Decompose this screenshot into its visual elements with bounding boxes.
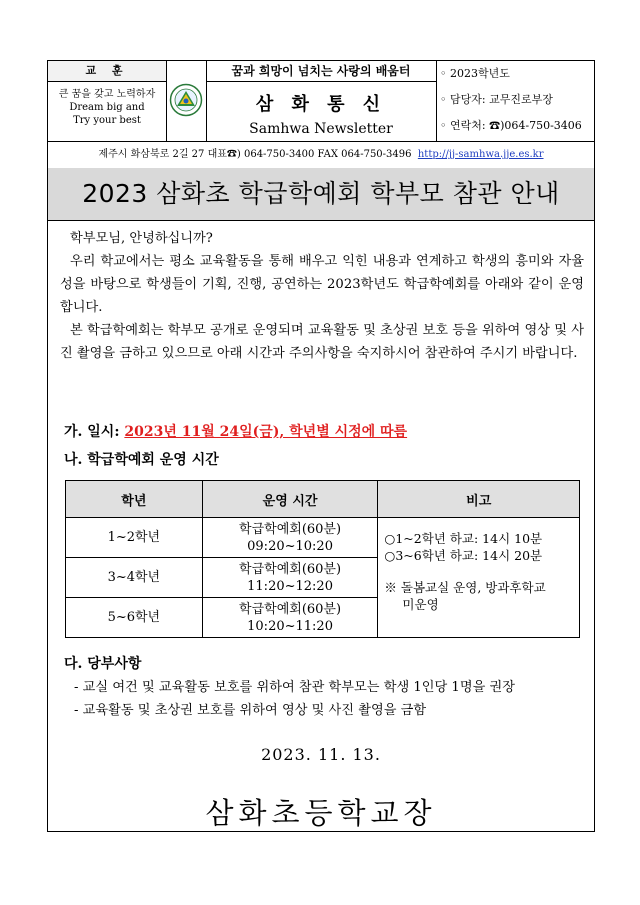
letter-body xyxy=(60,227,584,365)
issue-date: 2023. 11. 13. xyxy=(261,745,381,764)
header xyxy=(48,61,594,141)
event-label: 학급학예회(60분) xyxy=(239,601,342,617)
notice-list xyxy=(74,676,515,722)
address-text: 제주시 화삼북로 2길 27 대표☎) 064-750-3400 FAX 064-750-3496 xyxy=(98,149,412,160)
time-range: 09:20~10:20 xyxy=(247,538,333,554)
table-header-row xyxy=(66,481,580,518)
paragraph-2: 본 학급학예회는 학부모 공개로 운영되며 교육활동 및 초상권 보호 등을 위하여 영상 및 사진 촬영을 금하고 있으므로 아래 시간과 주의사항을 숙지하시어 참관하여 주시기 바랍니다. xyxy=(60,323,584,361)
schedule-table xyxy=(65,480,580,638)
motto-line-1: 큰 꿈을 갖고 노력하자 xyxy=(58,89,156,100)
time-range: 10:20~11:20 xyxy=(247,618,333,634)
motto-title: 교 훈 xyxy=(48,61,166,82)
info-cell xyxy=(436,61,594,141)
time-range: 11:20~12:20 xyxy=(247,578,333,594)
section-date xyxy=(64,421,407,441)
time-cell xyxy=(202,598,378,638)
time-cell xyxy=(202,518,378,558)
note-line-4: 미운영 xyxy=(402,597,439,612)
section-schedule-title: 나. 학급학예회 운영 시간 xyxy=(64,452,219,468)
school-emblem-icon xyxy=(169,82,203,118)
header-note: 비고 xyxy=(378,481,580,518)
school-url-link[interactable]: http://jj-samhwa.jje.es.kr xyxy=(417,149,544,160)
notice-item-2: - 교육활동 및 초상권 보호를 위하여 영상 및 사진 촬영을 금함 xyxy=(74,703,427,718)
motto-cell xyxy=(48,61,167,141)
motto-line-2: Dream big and xyxy=(69,102,145,113)
section-date-value: 2023년 11월 24일(금), 학년별 시정에 따름 xyxy=(124,424,408,440)
event-label: 학급학예회(60분) xyxy=(239,521,342,537)
info-contact-person: ◦ 담당자: 교무진로부장 xyxy=(440,93,553,106)
note-line-1: ○1~2학년 하교: 14시 10분 xyxy=(384,531,543,546)
info-phone: ◦ 연락처: ☎)064-750-3406 xyxy=(440,119,582,132)
notice-item-1: - 교실 여건 및 교육활동 보호를 위하여 참관 학부모는 학생 1인당 1명을 권장 xyxy=(74,680,515,695)
section-notice-title: 다. 당부사항 xyxy=(64,656,142,672)
note-line-2: ○3~6학년 하교: 14시 20분 xyxy=(384,548,543,563)
info-year: ◦ 2023학년도 xyxy=(440,67,510,80)
page-title: 2023 삼화초 학급학예회 학부모 참관 안내 xyxy=(48,168,594,221)
table-row xyxy=(66,518,580,558)
paragraph-1: 우리 학교에서는 평소 교육활동을 통해 배우고 익힌 내용과 연계하고 학생의 흥미와 자율성을 바탕으로 학생들이 기획, 진행, 공연하는 2023학년도 학급학예회를 아래와 같이 운영합니다. xyxy=(60,254,584,315)
newsletter-title-cell xyxy=(206,61,437,141)
motto-line-3: Try your best xyxy=(73,115,141,126)
grade-cell: 3~4학년 xyxy=(66,558,203,598)
newsletter-title-ko: 삼 화 통 신 xyxy=(255,94,387,115)
slogan: 꿈과 희망이 넘치는 사랑의 배움터 xyxy=(206,61,436,82)
greeting: 학부모님, 안녕하십니까? xyxy=(70,231,213,246)
newsletter-page xyxy=(47,60,595,832)
section-date-label: 가. 일시: xyxy=(64,424,125,440)
time-cell xyxy=(202,558,378,598)
logo-cell xyxy=(166,61,207,141)
grade-cell: 5~6학년 xyxy=(66,598,203,638)
note-line-3: ※ 돌봄교실 운영, 방과후학교 xyxy=(384,580,546,595)
motto-text xyxy=(48,82,166,127)
note-cell xyxy=(378,518,580,638)
principal-signature: 삼화초등학교장 xyxy=(205,796,437,830)
grade-cell: 1~2학년 xyxy=(66,518,203,558)
event-label: 학급학예회(60분) xyxy=(239,561,342,577)
newsletter-title-en: Samhwa Newsletter xyxy=(249,121,393,137)
header-grade: 학년 xyxy=(66,481,203,518)
address-bar xyxy=(48,141,594,169)
header-time: 운영 시간 xyxy=(202,481,378,518)
